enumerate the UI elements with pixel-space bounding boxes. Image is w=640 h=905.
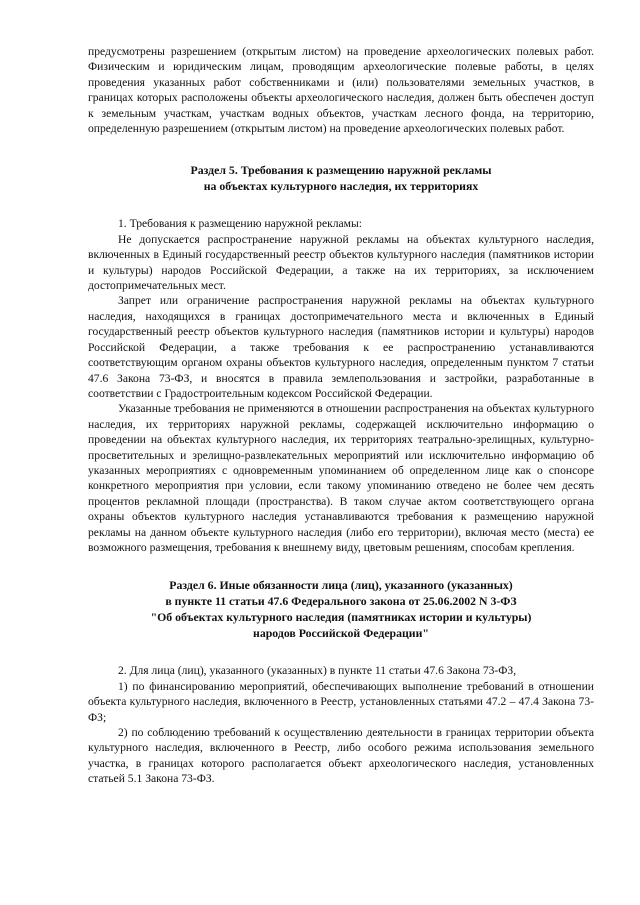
section-5-paragraph-2: Запрет или ограничение распространения наружной рекламы на объектах культурного наследия, находящихся в границах достопримечательного места и включенных в Единый государственный реестр объектов культурного наследия (памятников истории и культуры) народов Российской Федерации, а также требования к ее распространению устанавливаются соответствующим органом охраны объектов культурного наследия, определенным пунктом 7 статьи 47.6 Закона 73-ФЗ, и вносятся в правила землепользования и застройки, разработанные в соответствии с Градостроительным кодексом Российской Федерации. bbox=[88, 294, 594, 400]
section-6-title-line-1: Раздел 6. Иные обязанности лица (лиц), указанного (указанных) bbox=[169, 578, 513, 593]
section-6-title-line-3: "Об объектах культурного наследия (памятниках истории и культуры) bbox=[150, 610, 532, 625]
section-5-paragraph-3: Указанные требования не применяются в отношении распространения на объектах культурного наследия, их территориях наружной рекламы, содержащей исключительно информацию о проведении на объектах культурного наследия, их территориях театрально-зрелищных, культурно-просветительных и зрелищно-развлекательных мероприятий или исключительно информацию об указанных мероприятиях с одновременным упоминанием об определенном лице как о спонсоре конкретного мероприятия при условии, если такому упоминанию отведено не более чем десять процентов рекламной площади (пространства). В таком случае актом соответствующего органа охраны объектов культурного наследия устанавливаются требования к размещению наружной рекламы на данном объекте культурного наследия (либо его территории), включая место (места) ее возможного размещения, требования к внешнему виду, цветовым решениям, способам крепления. bbox=[88, 402, 594, 554]
continuation-paragraph: предусмотрены разрешением (открытым листом) на проведение археологических полевых работ. Физическим и юридическим лицам, проводящим археологические полевые работы, в целях проведения указанных работ собственниками и (или) пользователями земельных участков, в границах которых расположены объекты археологического наследия, должен быть обеспечен доступ к земельным участкам, участкам водных объектов, участкам лесного фонда, на территорию, определенную разрешением (открытым листом) на проведение археологических полевых работ. bbox=[88, 45, 594, 136]
section-6-title-line-2: в пункте 11 статьи 47.6 Федерального закона от 25.06.2002 N 3-ФЗ bbox=[165, 594, 517, 609]
section-6-subitem-2: 2) по соблюдению требований к осуществлению деятельности в границах территории объекта культурного наследия, включенного в Реестр, либо особого режима использования земельного участка, в границах которого располагается объект археологического наследия, установленных статьей 5.1 Закона 73-ФЗ. bbox=[88, 726, 594, 786]
section-6-subitem-1: 1) по финансированию мероприятий, обеспечивающих выполнение требований в отношении объекта культурного наследия, включенного в Реестр, установленных статьями 47.2 – 47.4 Закона 73-ФЗ; bbox=[88, 679, 594, 724]
section-5-paragraph-1: Не допускается распространение наружной рекламы на объектах культурного наследия, включенных в Единый государственный реестр объектов культурного наследия (памятников истории и культуры) народов Российской Федерации, а также на их территориях, за исключением достопримечательных мест. bbox=[88, 232, 594, 293]
section-5-title-line-1: Раздел 5. Требования к размещению наружной рекламы bbox=[190, 163, 492, 178]
section-5-title-line-2: на объектах культурного наследия, их территориях bbox=[203, 179, 479, 194]
section-5-heading bbox=[88, 162, 594, 194]
item-1-label: 1. Требования к размещению наружной рекламы: bbox=[118, 217, 363, 231]
item-2-label: 2. Для лица (лиц), указанного (указанных) в пункте 11 статьи 47.6 Закона 73-ФЗ, bbox=[118, 664, 517, 678]
section-6-heading bbox=[88, 577, 594, 641]
section-6-title-line-4: народов Российской Федерации" bbox=[253, 626, 429, 641]
